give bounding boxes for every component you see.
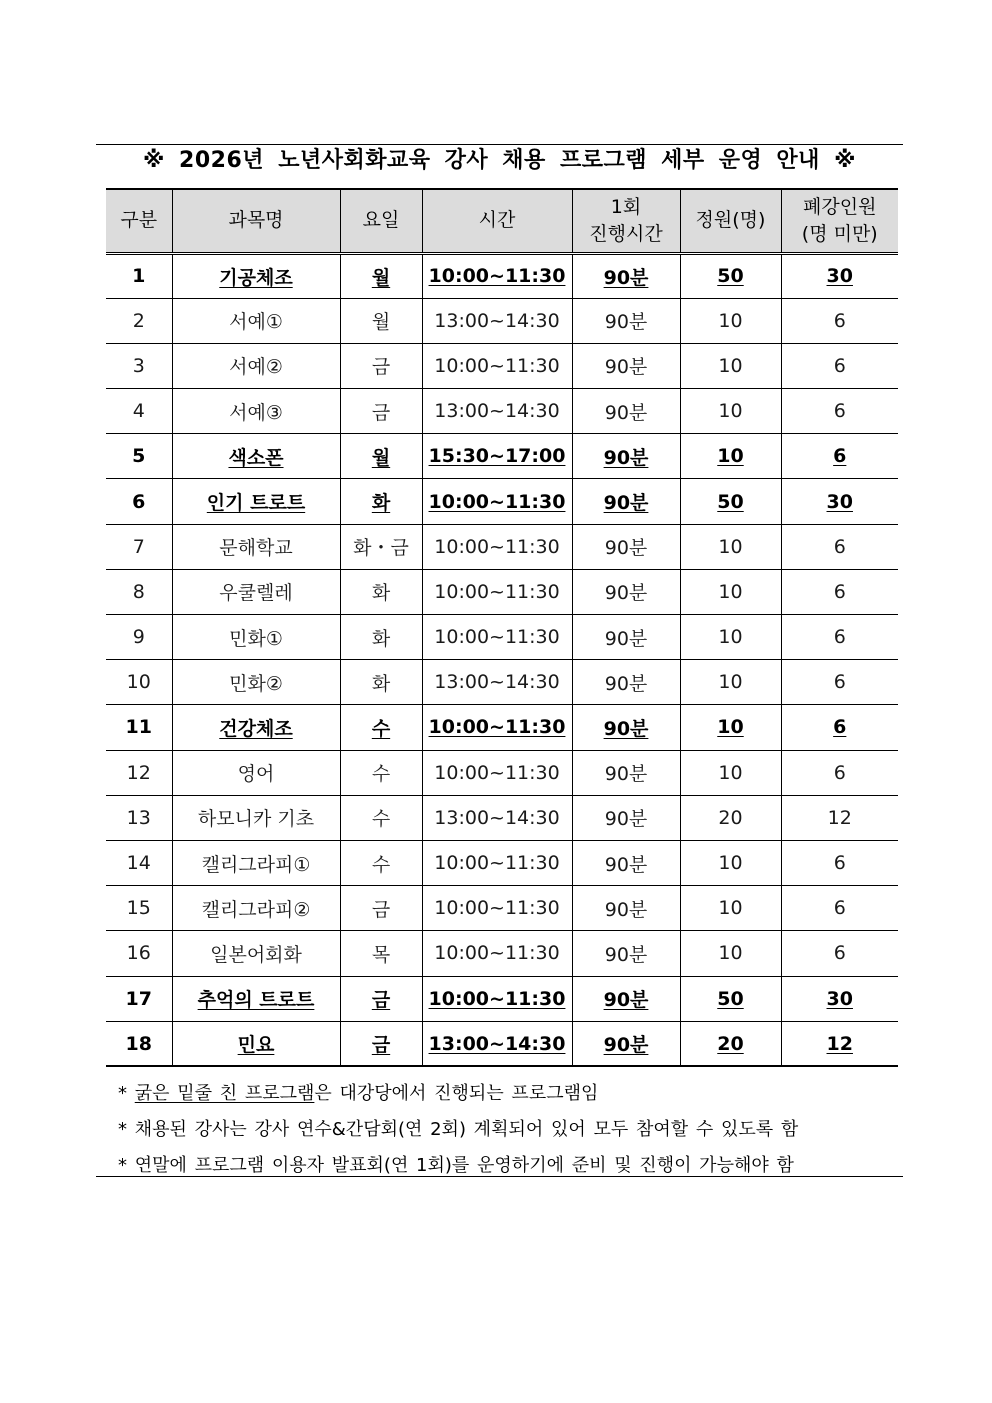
cell-duration: [572, 615, 680, 660]
cell-capacity: [680, 1021, 781, 1066]
cell-day-text: 수: [371, 853, 391, 876]
cell-cancel-threshold-text: 6: [833, 626, 846, 649]
cell-cancel-threshold-text: 6: [833, 535, 846, 558]
cell-day-text: 화: [371, 582, 391, 605]
cell-cancel-threshold-text: 6: [833, 580, 846, 603]
cell-day: [340, 569, 422, 614]
header-day-label: 요일: [362, 209, 400, 232]
program-schedule-table: [106, 188, 898, 1067]
cell-day-text: 수: [371, 763, 391, 786]
cell-cancel-threshold-text: 6: [833, 942, 846, 965]
cell-subject-text: 민요: [237, 1034, 275, 1057]
cell-day-text: 월: [371, 446, 391, 469]
table-row: [106, 795, 898, 840]
cell-subject: [172, 434, 340, 479]
cell-time: [422, 479, 572, 524]
table-row: [106, 750, 898, 795]
cell-subject-text: 서예②: [229, 356, 283, 379]
cell-time-text: 10:00~11:30: [428, 265, 566, 288]
cell-duration-text: 90분: [604, 627, 648, 650]
cell-duration-text: 90분: [604, 853, 648, 876]
cell-time-text: 10:00~11:30: [434, 852, 560, 875]
cell-day-text: 월: [371, 266, 391, 289]
cell-time-text: 10:00~11:30: [428, 987, 566, 1010]
table-row: [106, 615, 898, 660]
cell-no: [106, 253, 172, 298]
cell-no: [106, 750, 172, 795]
cell-capacity-text: 20: [717, 1032, 744, 1055]
cell-capacity: [680, 524, 781, 569]
cell-subject-text: 문해학교: [219, 537, 293, 560]
cell-day: [340, 434, 422, 479]
cell-duration-text: 90분: [604, 672, 648, 695]
cell-cancel-threshold-text: 6: [833, 716, 847, 739]
cell-duration-text: 90분: [604, 311, 648, 334]
cell-cancel-threshold: [781, 931, 898, 976]
cell-capacity-text: 10: [717, 445, 744, 468]
cell-day-text: 수: [371, 808, 391, 831]
cell-time-text: 13:00~14:30: [434, 806, 560, 829]
cell-no: [106, 1021, 172, 1066]
cell-time: [422, 750, 572, 795]
cell-subject: [172, 886, 340, 931]
cell-cancel-threshold: [781, 660, 898, 705]
cell-duration-text: 90분: [604, 537, 648, 560]
cell-subject: [172, 615, 340, 660]
cell-duration-text: 90분: [604, 943, 648, 966]
cell-duration: [572, 886, 680, 931]
cell-time: [422, 886, 572, 931]
header-no: [106, 189, 172, 253]
cell-duration: [572, 976, 680, 1021]
header-cancel-label: 폐강인원 (명 미만): [801, 195, 878, 245]
cell-no-text: 18: [125, 1032, 152, 1055]
cell-capacity: [680, 795, 781, 840]
cell-no: [106, 615, 172, 660]
cell-subject-text: 색소폰: [228, 446, 284, 469]
cell-no: [106, 840, 172, 885]
cell-no-text: 4: [132, 400, 145, 423]
cell-cancel-threshold: [781, 434, 898, 479]
cell-day: [340, 840, 422, 885]
table-row: [106, 253, 898, 298]
cell-capacity: [680, 343, 781, 388]
cell-time-text: 10:00~11:30: [434, 580, 560, 603]
cell-cancel-threshold-text: 6: [833, 354, 846, 377]
header-subject-label: 과목명: [228, 209, 284, 232]
cell-subject: [172, 931, 340, 976]
cell-no: [106, 479, 172, 524]
cell-subject-text: 우쿨렐레: [219, 582, 293, 605]
cell-no-text: 10: [126, 671, 151, 694]
cell-no-text: 5: [132, 445, 146, 468]
cell-duration: [572, 389, 680, 434]
cell-day: [340, 524, 422, 569]
table-row: [106, 569, 898, 614]
cell-cancel-threshold-text: 6: [833, 309, 846, 332]
cell-subject: [172, 524, 340, 569]
cell-duration: [572, 343, 680, 388]
cell-capacity-text: 10: [718, 897, 743, 920]
page-title: ※ 2026년 노년사회화교육 강사 채용 프로그램 세부 운영 안내 ※: [143, 148, 856, 173]
cell-no: [106, 886, 172, 931]
cell-subject-text: 추억의 트로트: [197, 989, 315, 1012]
cell-subject: [172, 840, 340, 885]
header-capacity-label: 정원(명): [695, 209, 766, 232]
cell-day: [340, 795, 422, 840]
cell-capacity: [680, 750, 781, 795]
cell-cancel-threshold: [781, 1021, 898, 1066]
cell-day-text: 금: [371, 1034, 391, 1057]
cell-no-text: 13: [126, 806, 151, 829]
table-row: [106, 886, 898, 931]
cell-subject: [172, 705, 340, 750]
cell-no-text: 11: [125, 716, 152, 739]
cell-day-text: 수: [371, 717, 391, 740]
cell-subject-text: 서예③: [229, 401, 283, 424]
cell-capacity: [680, 886, 781, 931]
cell-time-text: 10:00~11:30: [434, 535, 560, 558]
cell-cancel-threshold: [781, 479, 898, 524]
header-cancel-threshold: [781, 189, 898, 253]
cell-capacity: [680, 434, 781, 479]
cell-cancel-threshold: [781, 750, 898, 795]
note-1-prefix: *: [118, 1083, 135, 1104]
table-row: [106, 434, 898, 479]
cell-no: [106, 660, 172, 705]
cell-subject-text: 기공체조: [219, 266, 293, 289]
cell-capacity-text: 10: [718, 535, 743, 558]
cell-duration-text: 90분: [603, 717, 649, 740]
cell-day: [340, 389, 422, 434]
cell-capacity-text: 50: [717, 987, 744, 1010]
cell-no-text: 16: [126, 942, 151, 965]
cell-duration: [572, 1021, 680, 1066]
cell-cancel-threshold: [781, 253, 898, 298]
cell-subject-text: 캘리그라피②: [201, 898, 311, 921]
header-subject: [172, 189, 340, 253]
cell-duration-text: 90분: [604, 763, 648, 786]
cell-cancel-threshold-text: 12: [826, 1032, 853, 1055]
cell-day: [340, 660, 422, 705]
cell-subject-text: 영어: [237, 763, 275, 786]
table-header-row: [106, 189, 898, 253]
cell-subject-text: 건강체조: [219, 717, 293, 740]
cell-no-text: 1: [132, 265, 146, 288]
cell-subject: [172, 976, 340, 1021]
cell-time-text: 10:00~11:30: [434, 354, 560, 377]
cell-cancel-threshold: [781, 524, 898, 569]
header-duration-label: 1회 진행시간: [589, 195, 663, 245]
cell-cancel-threshold-text: 6: [833, 400, 846, 423]
table-row: [106, 1021, 898, 1066]
cell-duration-text: 90분: [604, 401, 648, 424]
cell-capacity-text: 10: [718, 309, 743, 332]
cell-subject: [172, 569, 340, 614]
cell-capacity: [680, 389, 781, 434]
cell-time-text: 10:00~11:30: [434, 626, 560, 649]
cell-day-text: 금: [371, 356, 391, 379]
table-row: [106, 343, 898, 388]
cell-cancel-threshold: [781, 886, 898, 931]
cell-subject: [172, 298, 340, 343]
cell-cancel-threshold: [781, 343, 898, 388]
cell-duration: [572, 569, 680, 614]
cell-capacity-text: 10: [718, 626, 743, 649]
cell-duration-text: 90분: [603, 1034, 649, 1057]
cell-time-text: 10:00~11:30: [428, 490, 566, 513]
cell-no-text: 8: [132, 580, 145, 603]
cell-time: [422, 660, 572, 705]
cell-capacity-text: 10: [718, 671, 743, 694]
cell-time-text: 15:30~17:00: [428, 445, 566, 468]
cell-time: [422, 840, 572, 885]
cell-subject-text: 인기 트로트: [206, 492, 306, 515]
note-2: * 채용된 강사는 강사 연수&간담회(연 2회) 계획되어 있어 모두 참여할 수 있도록 함: [118, 1119, 799, 1140]
cell-capacity: [680, 253, 781, 298]
cell-duration-text: 90분: [603, 266, 649, 289]
cell-cancel-threshold-text: 6: [833, 445, 847, 468]
cell-duration: [572, 479, 680, 524]
cell-time-text: 13:00~14:30: [434, 671, 560, 694]
cell-time-text: 13:00~14:30: [428, 1032, 566, 1055]
cell-day: [340, 343, 422, 388]
cell-cancel-threshold: [781, 389, 898, 434]
cell-no-text: 6: [132, 490, 146, 513]
cell-cancel-threshold: [781, 298, 898, 343]
cell-day: [340, 1021, 422, 1066]
cell-time: [422, 569, 572, 614]
cell-time: [422, 298, 572, 343]
cell-time-text: 10:00~11:30: [434, 761, 560, 784]
cell-no-text: 15: [126, 897, 151, 920]
cell-day: [340, 298, 422, 343]
cell-time: [422, 1021, 572, 1066]
cell-duration: [572, 931, 680, 976]
cell-day-text: 화: [371, 672, 391, 695]
cell-time-text: 13:00~14:30: [434, 309, 560, 332]
table-row: [106, 389, 898, 434]
cell-capacity: [680, 931, 781, 976]
cell-capacity-text: 10: [718, 942, 743, 965]
cell-capacity: [680, 705, 781, 750]
cell-no: [106, 931, 172, 976]
cell-time-text: 10:00~11:30: [434, 942, 560, 965]
cell-subject: [172, 253, 340, 298]
cell-no: [106, 569, 172, 614]
cell-day: [340, 750, 422, 795]
cell-cancel-threshold-text: 30: [826, 490, 853, 513]
cell-time: [422, 253, 572, 298]
cell-day: [340, 931, 422, 976]
cell-subject: [172, 660, 340, 705]
cell-capacity-text: 10: [718, 400, 743, 423]
cell-duration-text: 90분: [603, 989, 649, 1012]
cell-cancel-threshold: [781, 976, 898, 1021]
cell-duration: [572, 795, 680, 840]
cell-duration: [572, 840, 680, 885]
cell-capacity: [680, 298, 781, 343]
note-1-rest: 은 대강당에서 진행되는 프로그램임: [314, 1083, 599, 1104]
cell-no: [106, 298, 172, 343]
cell-day-text: 금: [371, 401, 391, 424]
cell-no-text: 17: [125, 987, 152, 1010]
notes-bottom-rule: [96, 1176, 903, 1177]
cell-time: [422, 434, 572, 479]
cell-cancel-threshold-text: 6: [833, 852, 846, 875]
cell-day-text: 금: [371, 989, 391, 1012]
cell-duration-text: 90분: [604, 808, 648, 831]
cell-capacity: [680, 569, 781, 614]
cell-day: [340, 479, 422, 524]
cell-time: [422, 524, 572, 569]
cell-day-text: 월: [371, 311, 391, 334]
cell-cancel-threshold-text: 12: [827, 806, 852, 829]
cell-no-text: 2: [132, 309, 145, 332]
note-1-underlined: 굵은 밑줄 친 프로그램: [134, 1083, 315, 1104]
cell-cancel-threshold-text: 6: [833, 897, 846, 920]
header-capacity: [680, 189, 781, 253]
cell-duration-text: 90분: [604, 898, 648, 921]
cell-duration: [572, 298, 680, 343]
cell-capacity: [680, 479, 781, 524]
cell-time: [422, 389, 572, 434]
note-3: * 연말에 프로그램 이용자 발표회(연 1회)를 운영하기에 준비 및 진행이 가능해야 함: [118, 1155, 794, 1176]
cell-day: [340, 253, 422, 298]
cell-cancel-threshold: [781, 569, 898, 614]
cell-no: [106, 976, 172, 1021]
cell-day-text: 화・금: [353, 537, 409, 560]
cell-time: [422, 795, 572, 840]
header-day: [340, 189, 422, 253]
cell-duration-text: 90분: [604, 356, 648, 379]
cell-subject-text: 서예①: [229, 311, 283, 334]
cell-duration-text: 90분: [603, 446, 649, 469]
table-row: [106, 840, 898, 885]
cell-duration: [572, 750, 680, 795]
cell-day-text: 화: [371, 492, 391, 515]
cell-duration-text: 90분: [604, 582, 648, 605]
table-row: [106, 479, 898, 524]
cell-subject: [172, 479, 340, 524]
cell-time: [422, 931, 572, 976]
cell-subject: [172, 795, 340, 840]
cell-no-text: 12: [126, 761, 151, 784]
cell-subject: [172, 750, 340, 795]
cell-time: [422, 705, 572, 750]
header-duration: [572, 189, 680, 253]
cell-capacity: [680, 976, 781, 1021]
cell-capacity: [680, 840, 781, 885]
header-no-label: 구분: [120, 209, 158, 232]
table-row: [106, 976, 898, 1021]
cell-capacity-text: 10: [718, 580, 743, 603]
table-row: [106, 298, 898, 343]
cell-subject: [172, 343, 340, 388]
cell-subject-text: 민화②: [229, 672, 283, 695]
cell-duration: [572, 705, 680, 750]
cell-subject-text: 민화①: [229, 627, 283, 650]
cell-cancel-threshold-text: 30: [826, 987, 853, 1010]
cell-time: [422, 615, 572, 660]
cell-day: [340, 976, 422, 1021]
cell-cancel-threshold: [781, 705, 898, 750]
cell-capacity: [680, 615, 781, 660]
cell-no: [106, 343, 172, 388]
cell-time-text: 10:00~11:30: [428, 716, 566, 739]
cell-no-text: 9: [132, 626, 145, 649]
cell-cancel-threshold-text: 6: [833, 671, 846, 694]
cell-time: [422, 343, 572, 388]
cell-cancel-threshold-text: 30: [826, 265, 853, 288]
cell-cancel-threshold-text: 6: [833, 761, 846, 784]
cell-subject-text: 하모니카 기초: [197, 808, 315, 831]
cell-day: [340, 615, 422, 660]
cell-capacity-text: 10: [718, 761, 743, 784]
cell-day-text: 목: [371, 943, 391, 966]
cell-time-text: 10:00~11:30: [434, 897, 560, 920]
cell-capacity-text: 50: [717, 265, 744, 288]
cell-subject-text: 캘리그라피①: [201, 853, 311, 876]
cell-duration: [572, 524, 680, 569]
cell-capacity-text: 20: [718, 806, 743, 829]
cell-no-text: 14: [126, 852, 151, 875]
cell-duration: [572, 660, 680, 705]
cell-no: [106, 434, 172, 479]
cell-day: [340, 705, 422, 750]
cell-no: [106, 795, 172, 840]
cell-duration: [572, 253, 680, 298]
cell-subject: [172, 1021, 340, 1066]
cell-day-text: 금: [371, 898, 391, 921]
cell-day-text: 화: [371, 627, 391, 650]
cell-no: [106, 705, 172, 750]
cell-subject-text: 일본어회화: [210, 943, 302, 966]
cell-capacity-text: 10: [718, 354, 743, 377]
cell-capacity-text: 10: [718, 852, 743, 875]
cell-no-text: 3: [132, 354, 145, 377]
cell-no: [106, 389, 172, 434]
cell-day: [340, 886, 422, 931]
cell-subject: [172, 389, 340, 434]
table-row: [106, 931, 898, 976]
cell-duration: [572, 434, 680, 479]
cell-time: [422, 976, 572, 1021]
table-row: [106, 524, 898, 569]
table-row: [106, 705, 898, 750]
cell-cancel-threshold: [781, 615, 898, 660]
cell-time-text: 13:00~14:30: [434, 400, 560, 423]
note-1: [118, 1080, 908, 1116]
cell-no: [106, 524, 172, 569]
cell-capacity-text: 50: [717, 490, 744, 513]
header-time-label: 시간: [478, 209, 516, 232]
table-row: [106, 660, 898, 705]
cell-cancel-threshold: [781, 795, 898, 840]
cell-capacity-text: 10: [717, 716, 744, 739]
notes: [118, 1080, 908, 1188]
cell-no-text: 7: [132, 535, 145, 558]
cell-cancel-threshold: [781, 840, 898, 885]
cell-capacity: [680, 660, 781, 705]
header-time: [422, 189, 572, 253]
cell-duration-text: 90분: [603, 492, 649, 515]
